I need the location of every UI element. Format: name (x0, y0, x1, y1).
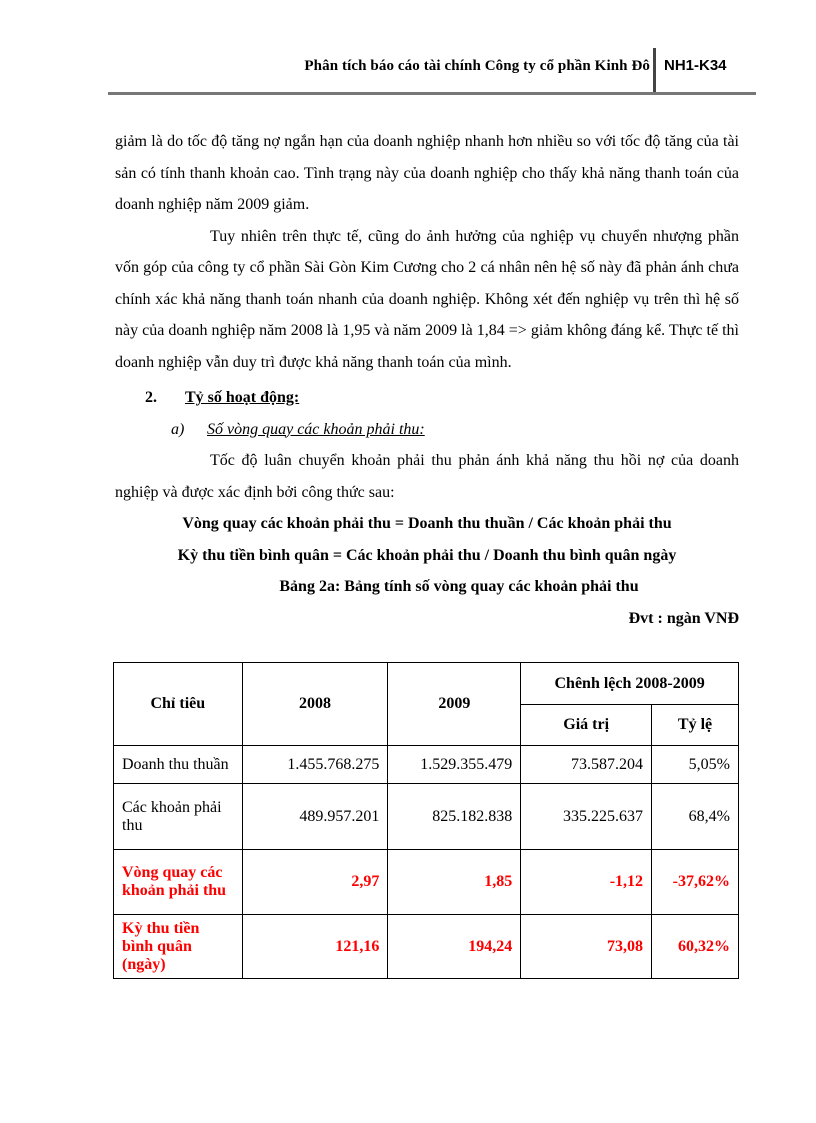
section-label: Tỷ số hoạt động: (185, 389, 300, 406)
cell-value: 73,08 (521, 915, 652, 979)
cell-ratio: 68,4% (652, 784, 739, 850)
header-difference: Chênh lệch 2008-2009 (521, 663, 739, 705)
row-label: Kỳ thu tiền bình quân (ngày) (114, 915, 243, 979)
row-label: Doanh thu thuần (114, 746, 243, 784)
subsection-heading (171, 414, 739, 446)
header-ratio: Tỷ lệ (652, 705, 739, 746)
header-separator (653, 48, 656, 94)
cell-value: -1,12 (521, 850, 652, 915)
section-number: 2. (145, 389, 157, 406)
header-code: NH1-K34 (664, 57, 727, 74)
cell-ratio: -37,62% (652, 850, 739, 915)
cell-2008: 2,97 (242, 850, 388, 915)
receivables-table (113, 662, 739, 979)
table-row (114, 784, 739, 850)
paragraph-1: giảm là do tốc độ tăng nợ ngắn hạn của doanh nghiệp nhanh hơn nhiều so với tốc độ tăng của tài sản có tính thanh khoản cao. Tình trạng này của doanh nghiệp cho thấy khả năng thanh toán của doanh nghiệp năm 2009 giảm. (115, 133, 739, 213)
cell-2009: 194,24 (388, 915, 521, 979)
document-body (115, 126, 739, 634)
table-row (114, 850, 739, 915)
header-2009: 2009 (388, 663, 521, 746)
formula-receivable-turnover: Vòng quay các khoản phải thu = Doanh thu thuần / Các khoản phải thu (182, 515, 672, 532)
header-rule (108, 92, 756, 95)
cell-value: 335.225.637 (521, 784, 652, 850)
cell-2008: 489.957.201 (242, 784, 388, 850)
formula-collection-period: Kỳ thu tiền bình quân = Các khoản phải thu / Doanh thu bình quân ngày (177, 546, 677, 564)
header-title: Phân tích báo cáo tài chính Công ty cổ phần Kinh Đô (304, 58, 650, 74)
row-label: Vòng quay các khoản phải thu (114, 850, 243, 915)
cell-2008: 1.455.768.275 (242, 746, 388, 784)
cell-ratio: 60,32% (652, 915, 739, 979)
cell-2009: 1.529.355.479 (388, 746, 521, 784)
paragraph-2: Tuy nhiên trên thực tế, cũng do ảnh hưởng của nghiệp vụ chuyển nhượng phần vốn góp của công ty cổ phần Sài Gòn Kim Cương cho 2 cá nhân nên hệ số này đã phản ánh chưa chính xác khả năng thanh toán nhanh của doanh nghiệp. Không xét đến nghiệp vụ trên thì hệ số này của doanh nghiệp năm 2008 là 1,95 và năm 2009 là 1,84 => giảm không đáng kể. Thực tế thì doanh nghiệp vẫn duy trì được khả năng thanh toán của mình. (115, 227, 739, 371)
section-heading (145, 382, 739, 414)
page-header (108, 48, 754, 94)
table-caption: Bảng 2a: Bảng tính số vòng quay các khoản phải thu (279, 578, 639, 595)
header-indicator: Chỉ tiêu (114, 663, 243, 746)
paragraph-3: Tốc độ luân chuyển khoản phải thu phản ánh khả năng thu hồi nợ của doanh nghiệp và được xác định bởi công thức sau: (115, 452, 739, 501)
table-unit: Đvt : ngàn VNĐ (628, 609, 739, 627)
table-row (114, 746, 739, 784)
table-row (114, 915, 739, 979)
subsection-number: a) (171, 420, 185, 438)
subsection-label: Số vòng quay các khoản phải thu: (207, 420, 425, 438)
table-header-row (114, 663, 739, 705)
cell-2008: 121,16 (242, 915, 388, 979)
cell-value: 73.587.204 (521, 746, 652, 784)
cell-2009: 825.182.838 (388, 784, 521, 850)
cell-ratio: 5,05% (652, 746, 739, 784)
row-label: Các khoản phải thu (114, 784, 243, 850)
header-2008: 2008 (242, 663, 388, 746)
header-value: Giá trị (521, 705, 652, 746)
cell-2009: 1,85 (388, 850, 521, 915)
